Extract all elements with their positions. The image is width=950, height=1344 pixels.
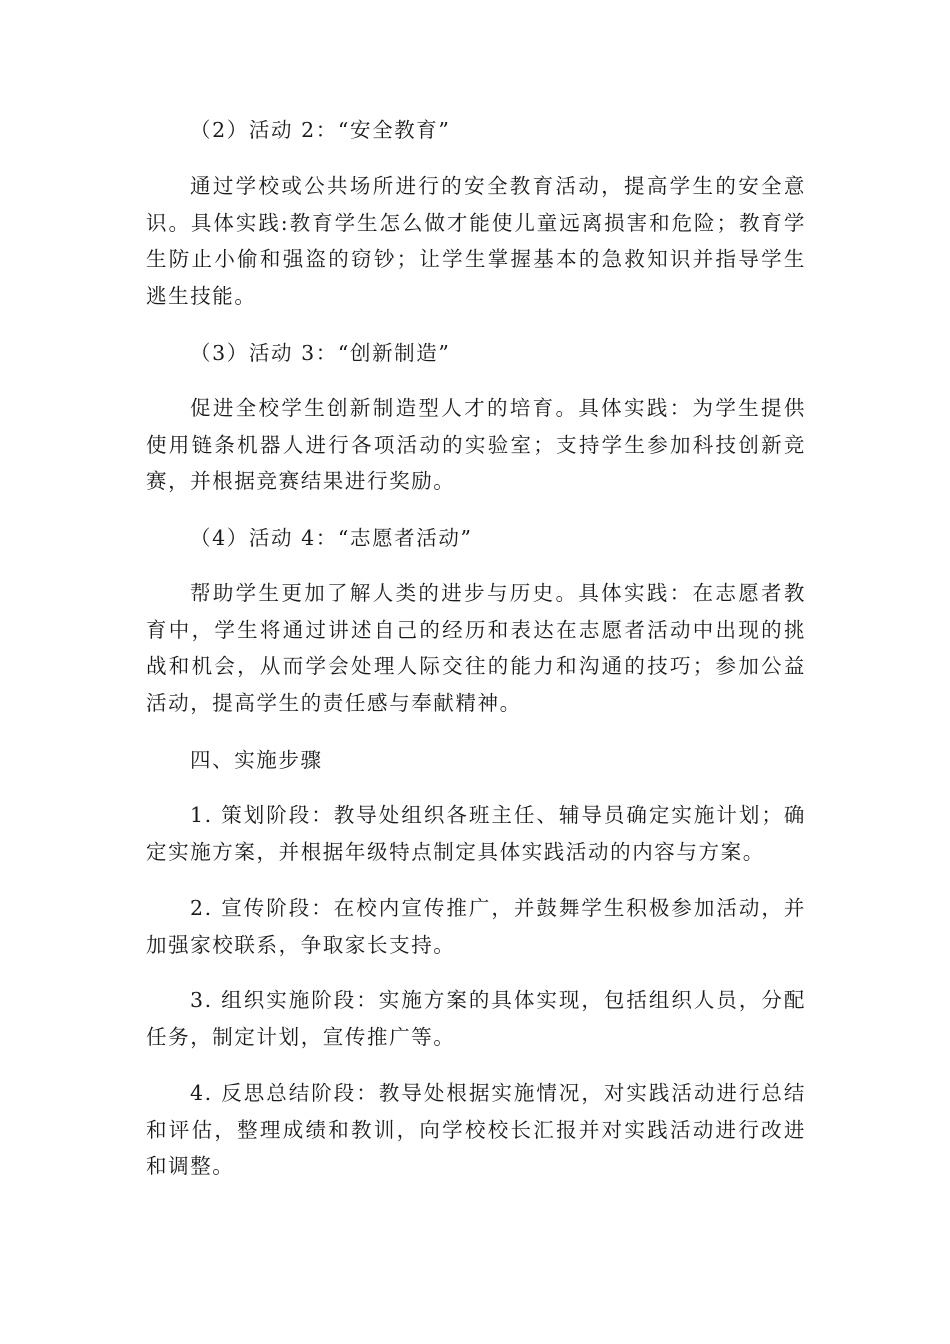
activity3-heading: （3）活动 3：“创新制造” — [190, 341, 451, 365]
activity4-body: 帮助学生更加了解人类的进步与历史。具体实践：在志愿者教育中，学生将通过讲述自己的经历和表达在志愿者活动中出现的挑战和机会，从而学会处理人际交往的能力和沟通的技巧；参加公益活动，提高学生的责任感与奉献精神。 — [146, 581, 806, 715]
section4-heading: 四、实施步骤 — [190, 748, 323, 772]
activity2-body: 通过学校或公共场所进行的安全教育活动，提高学生的安全意识。具体实践:教育学生怎么做才能使儿童远离损害和危险；教育学生防止小偷和强盗的窃钞；让学生掌握基本的急救知识并指导学生逃生技能。 — [146, 174, 806, 308]
step-4: 4. 反思总结阶段：教导处根据实施情况，对实践活动进行总结和评估，整理成绩和教训，向学校校长汇报并对实践活动进行改进和调整。 — [146, 1081, 806, 1178]
activity4-heading: （4）活动 4：“志愿者活动” — [190, 526, 473, 550]
step-2: 2. 宣传阶段：在校内宣传推广，并鼓舞学生积极参加活动，并加强家校联系，争取家长支持。 — [146, 896, 806, 957]
activity3-body: 促进全校学生创新制造型人才的培育。具体实践：为学生提供使用链条机器人进行各项活动的实验室；支持学生参加科技创新竞赛，并根据竞赛结果进行奖励。 — [146, 396, 806, 493]
step-1: 1. 策划阶段：教导处组织各班主任、辅导员确定实施计划；确定实施方案，并根据年级特点制定具体实践活动的内容与方案。 — [146, 803, 806, 864]
activity2-heading: （2）活动 2：“安全教育” — [190, 118, 451, 142]
step-3: 3. 组织实施阶段：实施方案的具体实现，包括组织人员，分配任务，制定计划，宣传推广等。 — [146, 988, 806, 1049]
